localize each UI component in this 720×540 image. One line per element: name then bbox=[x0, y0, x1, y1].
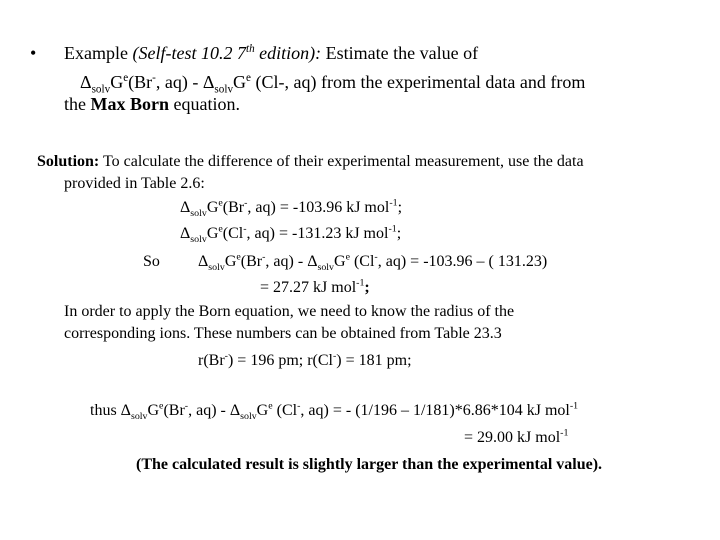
ionic-radii: r(Br-) = 196 pm; r(Cl-) = 181 pm; bbox=[198, 350, 412, 369]
equation-cl: $\Delta_{solv}G^e(Cl^-$, aq) = -131.23 kJ mol$^{-1}$; bbox=[180, 223, 402, 246]
solution-line-1: Solution: To calculate the difference of their experimental measurement, use the data bbox=[37, 153, 584, 170]
bullet-dot: • bbox=[30, 43, 37, 63]
equation-difference: $\Delta_{solv}G^e(Br^-$, $aq) - \Delta_{solv}G^e$ (Cl-, aq) = -103.96 – ( 131.23) bbox=[198, 251, 548, 274]
equation-br: $\Delta_{solv}G^e(Br^-$, aq) = -103.96 kJ mol$^{-1}$; bbox=[180, 197, 403, 220]
born-line-2: corresponding ions. These numbers can be obtained from Table 23.3 bbox=[64, 325, 502, 342]
example-line-3: the Max Born equation. bbox=[64, 94, 240, 114]
example-intro: Estimate the value of bbox=[321, 43, 479, 63]
result-value: = 27.27 kJ mol$^{-1}$; bbox=[260, 277, 370, 296]
so-label: So bbox=[143, 253, 160, 270]
max-born-term: Max Born bbox=[90, 94, 169, 114]
solution-line-2: provided in Table 2.6: bbox=[64, 175, 205, 192]
born-calculation: thus $\Delta_{solv}G^e(Br^-$, $aq) - \Delta_{solv}G^e$ (Cl-, aq) = - (1/196 – 1/181)*6.86*104 kJ mol$^{-1}$ bbox=[90, 400, 579, 423]
example-lead: Example bbox=[64, 43, 133, 63]
example-ref: (Self-test 10.2 7th edition): bbox=[132, 43, 322, 63]
example-line-1 bbox=[64, 42, 478, 64]
born-result: = 29.00 kJ mol$^{-1}$ bbox=[464, 427, 569, 446]
born-line-1: In order to apply the Born equation, we need to know the radius of the bbox=[64, 303, 515, 320]
conclusion-note: (The calculated result is slightly larger than the experimental value). bbox=[136, 456, 603, 473]
solution-label: Solution: bbox=[37, 153, 100, 170]
example-line-2: $\Delta_{solv}G^e(Br^-$, $aq) - \Delta_{solv}G^e$ (Cl-, aq) from the experimental data and from bbox=[80, 72, 586, 96]
